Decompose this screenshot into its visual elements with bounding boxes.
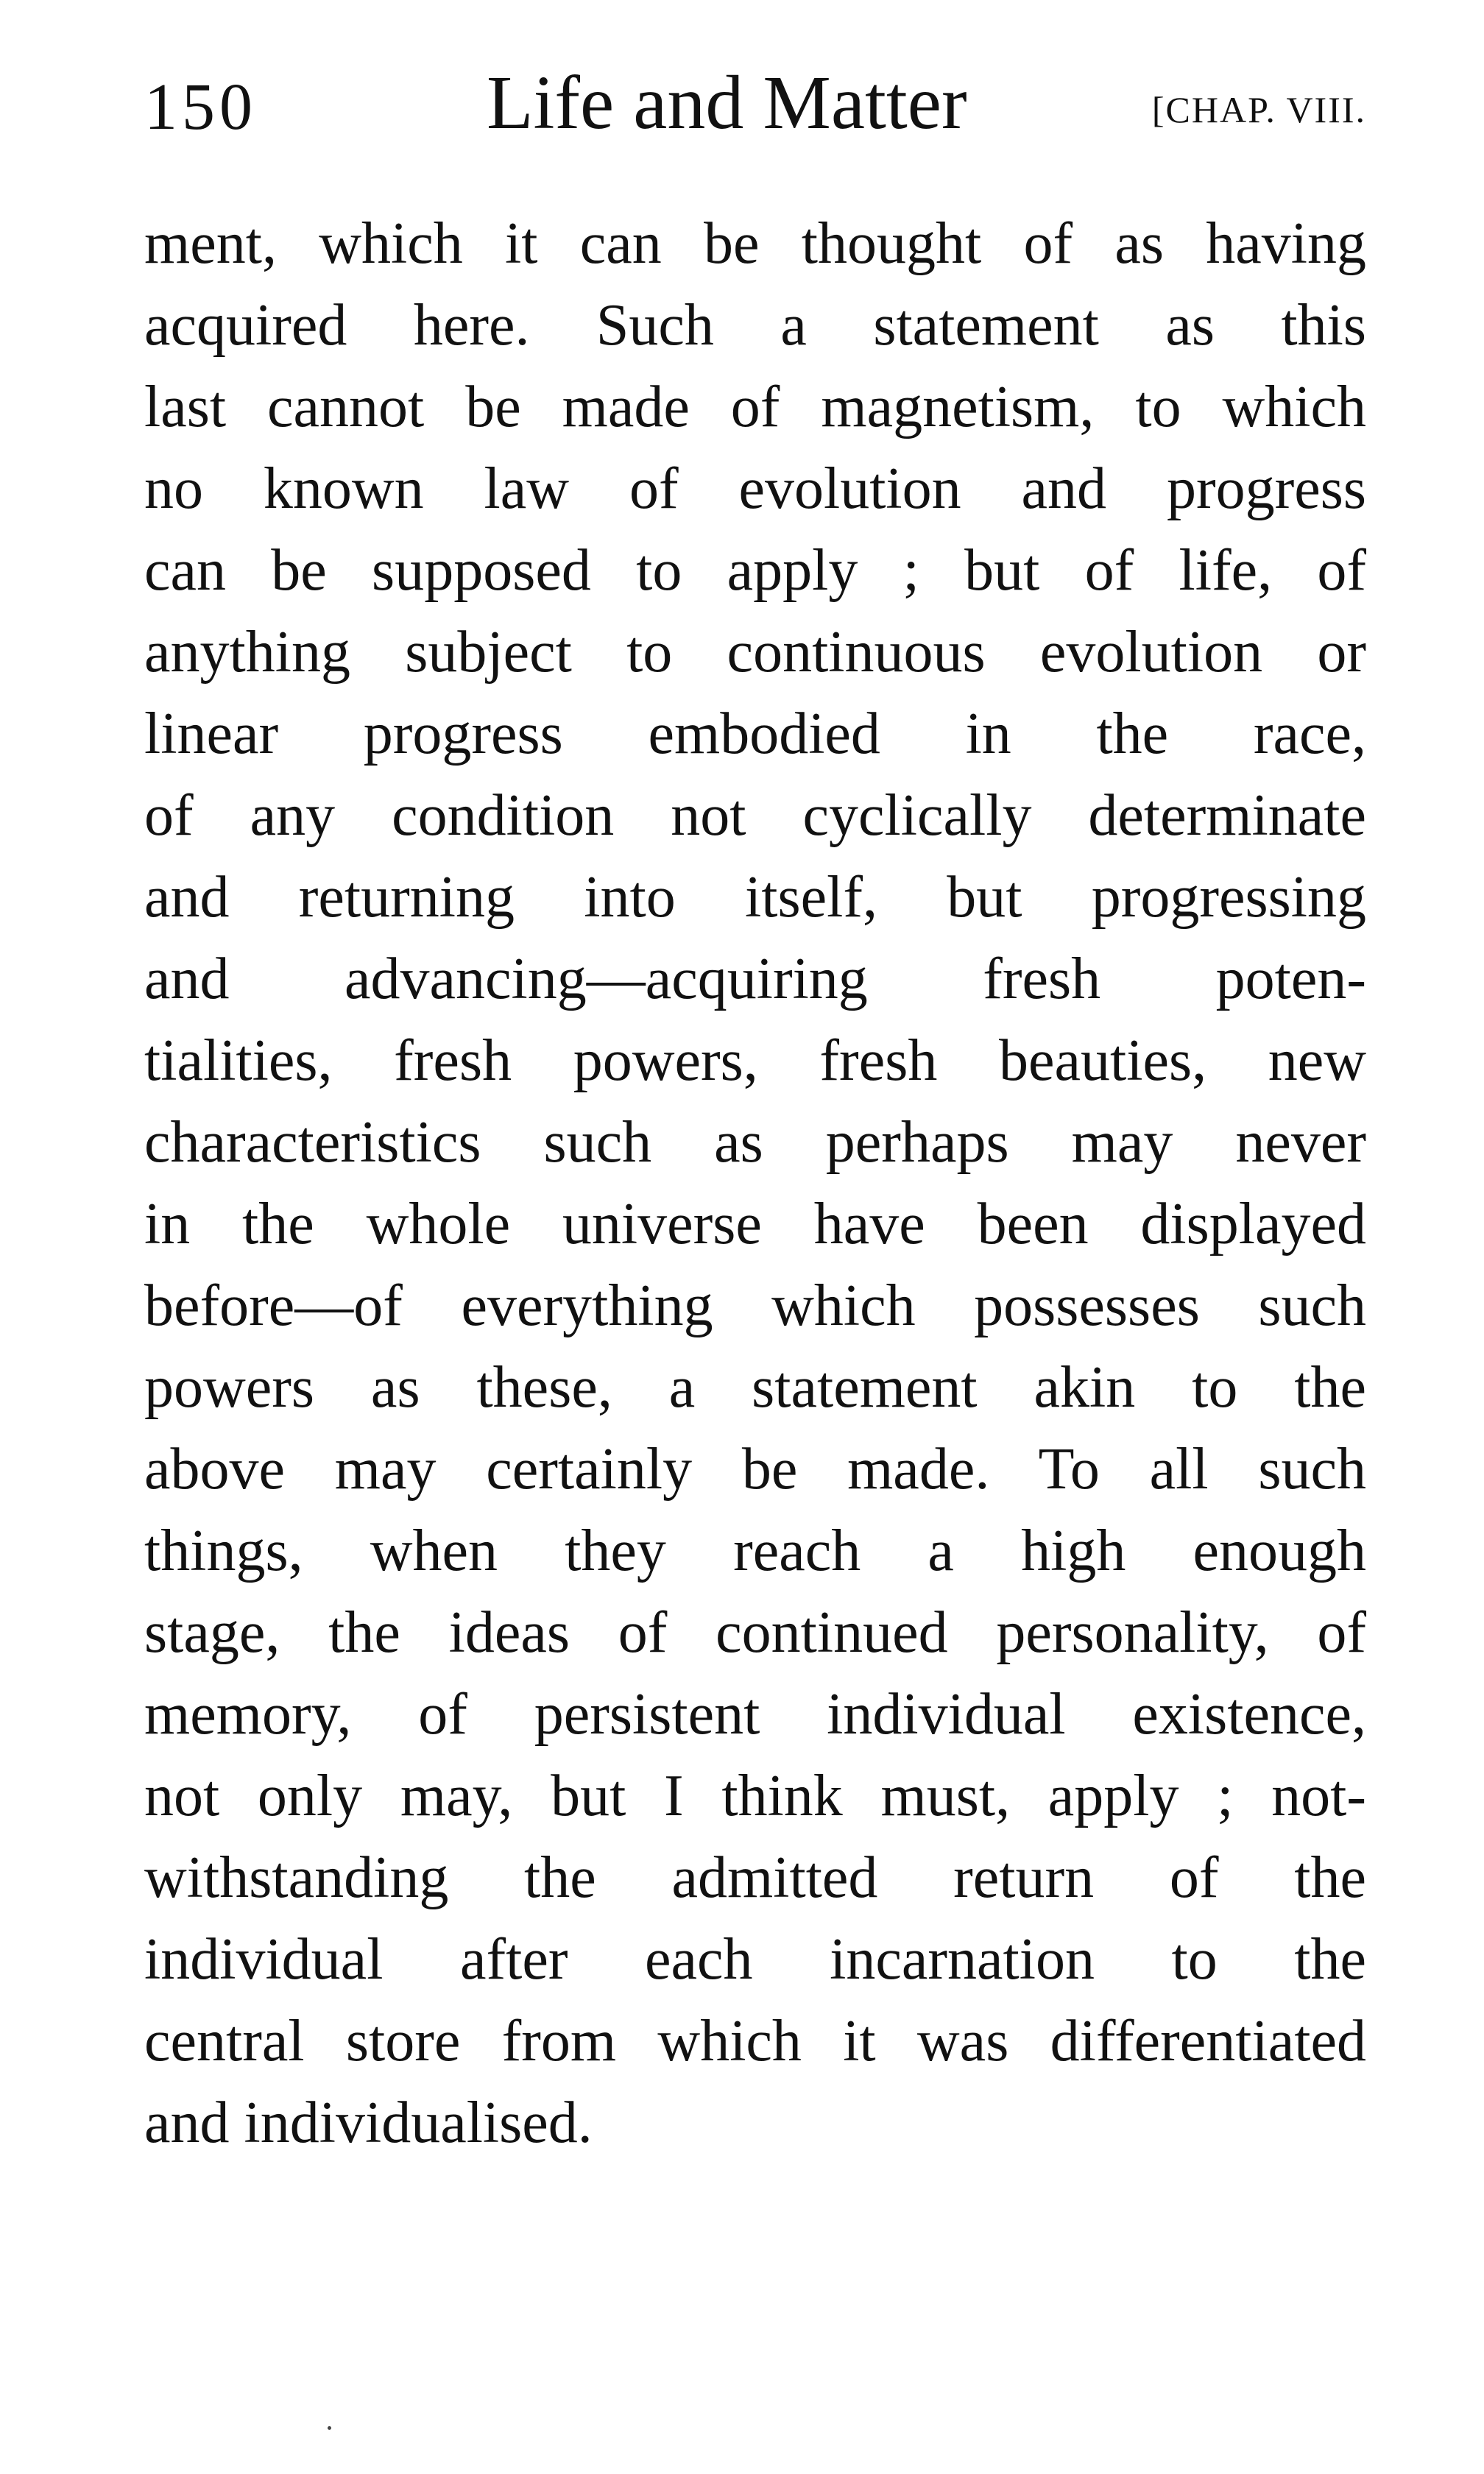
text-line: in the whole universe have been displayed: [144, 1192, 1366, 1257]
text-line: stage, the ideas of continued personality, of: [144, 1600, 1366, 1665]
text-line: central store from which it was differentiated: [144, 2009, 1366, 2074]
text-line: no known law of evolution and progress: [144, 456, 1366, 521]
text-line: linear progress embodied in the race,: [144, 701, 1366, 766]
text-line: and advancing—acquiring fresh poten-: [144, 947, 1366, 1011]
ink-speck: [328, 2426, 331, 2430]
text-line: anything subject to continuous evolution or: [144, 620, 1366, 685]
text-line: ment, which it can be thought of as having: [144, 211, 1366, 276]
page-number: 150: [144, 71, 257, 144]
text-line: powers as these, a statement akin to the: [144, 1355, 1366, 1420]
text-line: of any condition not cyclically determinate: [144, 783, 1366, 848]
book-title: Life and Matter: [487, 60, 967, 145]
text-line: above may certainly be made. To all such: [144, 1437, 1366, 1502]
text-line: individual after each incarnation to the: [144, 1927, 1366, 1992]
text-line: things, when they reach a high enough: [144, 1519, 1366, 1583]
text-line: and returning into itself, but progressing: [144, 865, 1366, 930]
text-line: characteristics such as perhaps may never: [144, 1110, 1366, 1175]
text-line: before—of everything which possesses such: [144, 1273, 1366, 1338]
body-text: [144, 203, 1366, 2164]
text-line: can be supposed to apply ; but of life, of: [144, 538, 1366, 603]
text-line: not only may, but I think must, apply ; not-: [144, 1764, 1366, 1828]
text-line-final: and individualised.: [144, 2090, 593, 2155]
text-line: acquired here. Such a statement as this: [144, 293, 1366, 358]
chapter-marker: [CHAP. VIII.: [1151, 89, 1366, 130]
running-head: [144, 59, 1366, 155]
text-line: memory, of persistent individual existence,: [144, 1682, 1366, 1747]
text-line: withstanding the admitted return of the: [144, 1845, 1366, 1910]
text-line: tialities, fresh powers, fresh beauties, new: [144, 1028, 1366, 1093]
text-line: last cannot be made of magnetism, to which: [144, 375, 1366, 439]
